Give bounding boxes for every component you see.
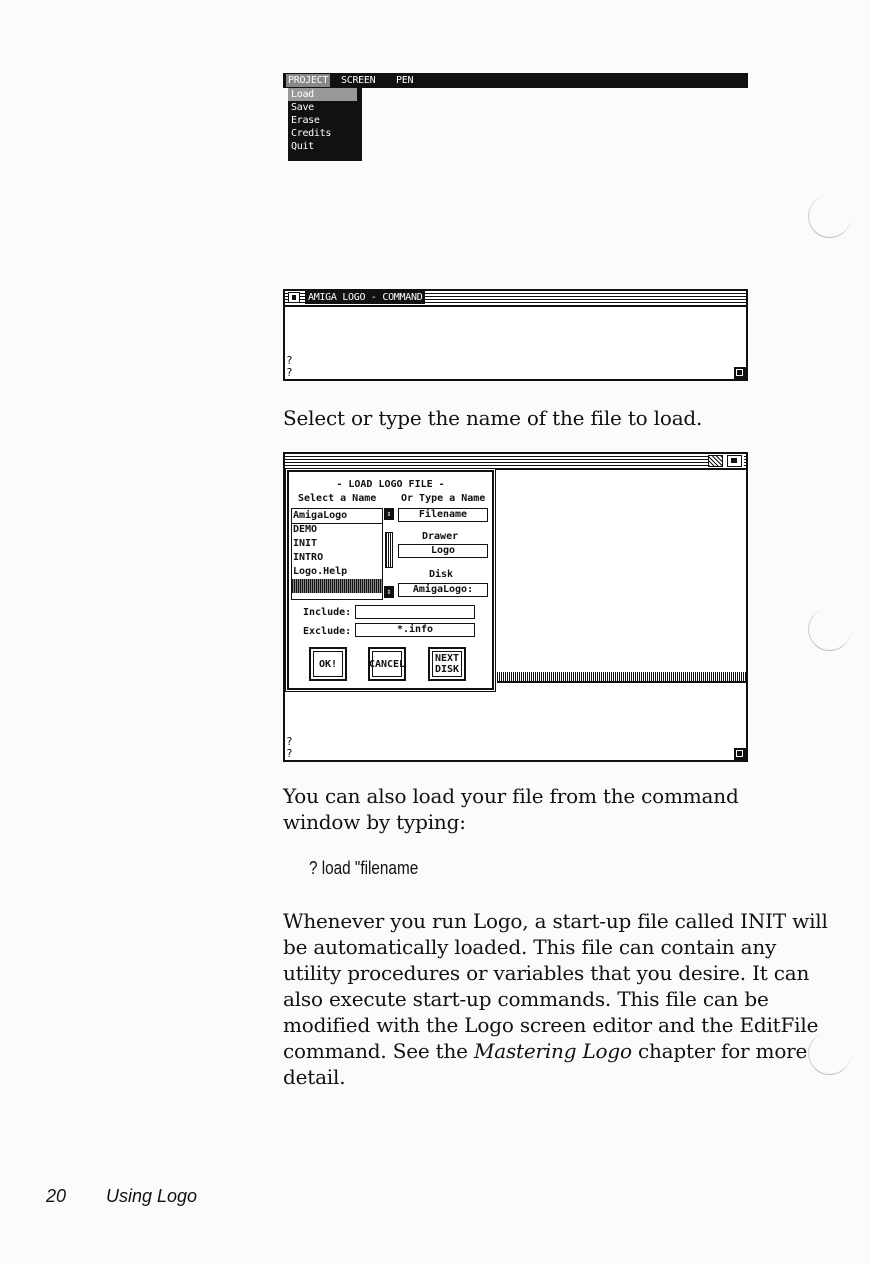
- menu-item-credits[interactable]: Credits: [291, 128, 332, 139]
- punch-hole: [808, 195, 851, 238]
- file-item[interactable]: INIT: [293, 538, 318, 549]
- file-list: [291, 508, 383, 600]
- prompt: ?: [286, 354, 293, 367]
- scroll-up-icon[interactable]: ⇕: [384, 508, 394, 520]
- front-depth-icon[interactable]: [727, 455, 742, 467]
- window-titlebar[interactable]: [285, 454, 746, 470]
- caption: Select or type the name of the file to load.: [283, 406, 703, 430]
- command-window: [283, 289, 748, 381]
- file-list-scrollbar[interactable]: [384, 508, 394, 598]
- scroll-thumb[interactable]: [385, 532, 393, 568]
- next-disk-button[interactable]: NEXT DISK: [428, 647, 466, 681]
- menu-bar: [283, 73, 748, 88]
- disk-label: Disk: [429, 569, 454, 580]
- file-item[interactable]: INTRO: [293, 552, 324, 563]
- punch-hole: [808, 1032, 851, 1075]
- file-item[interactable]: DEMO: [293, 524, 318, 535]
- punch-hole: [808, 608, 851, 651]
- menu-screen[interactable]: SCREEN: [341, 75, 376, 86]
- ok-button[interactable]: OK!: [309, 647, 347, 681]
- select-name-label: Select a Name: [298, 493, 377, 504]
- menu-item-load[interactable]: Load: [288, 88, 357, 101]
- file-item[interactable]: Logo.Help: [293, 566, 348, 577]
- menu-item-erase[interactable]: Erase: [291, 115, 320, 126]
- prompt: ?: [286, 735, 293, 748]
- body-paragraph: [283, 908, 828, 1090]
- project-dropdown-menu: [288, 88, 362, 161]
- paragraph-text: chapter for more detail.: [283, 1039, 808, 1089]
- exclude-label: Exclude:: [303, 626, 352, 637]
- menu-item-save[interactable]: Save: [291, 102, 314, 113]
- include-field[interactable]: [355, 605, 475, 619]
- depth-gadgets: [708, 455, 744, 467]
- resize-icon[interactable]: [734, 748, 746, 760]
- dialog-title: - LOAD LOGO FILE -: [336, 479, 445, 490]
- prompt: ?: [286, 366, 293, 379]
- drawer-label: Drawer: [422, 531, 459, 542]
- file-item-highlighted[interactable]: [292, 579, 382, 593]
- close-icon[interactable]: [288, 292, 300, 303]
- window-titlebar[interactable]: [285, 291, 746, 307]
- menu-project[interactable]: PROJECT: [288, 75, 329, 86]
- page-number: 20: [46, 1186, 67, 1206]
- running-head: Using Logo: [106, 1186, 198, 1206]
- disk-field[interactable]: AmigaLogo:: [398, 583, 488, 597]
- drawer-field[interactable]: Logo: [398, 544, 488, 558]
- caption: You can also load your file from the command window by typing:: [283, 784, 739, 834]
- chapter-reference: Mastering Logo: [473, 1039, 632, 1063]
- menu-pen[interactable]: PEN: [396, 75, 414, 86]
- type-name-label: Or Type a Name: [401, 493, 486, 504]
- cancel-button[interactable]: CANCEL: [368, 647, 406, 681]
- code-example: ? load "filename: [309, 858, 419, 878]
- include-label: Include:: [303, 607, 352, 618]
- filename-field[interactable]: Filename: [398, 508, 488, 522]
- window-titlebar-pattern: [497, 672, 746, 683]
- paragraph-text: Whenever you run Logo, a start-up file called INIT will be automatically loaded. This file can contain any utility procedures or variables that you desire. It can also execute start-up commands. This file can be modified with the Logo screen editor and the EditFile command. See the: [283, 909, 828, 1063]
- menu-item-quit[interactable]: Quit: [291, 141, 314, 152]
- prompt: ?: [286, 747, 293, 760]
- window-title: AMIGA LOGO - COMMAND: [305, 291, 425, 304]
- resize-icon[interactable]: [734, 367, 746, 379]
- scroll-down-icon[interactable]: ⇕: [384, 586, 394, 598]
- file-item[interactable]: AmigaLogo: [292, 509, 382, 523]
- back-depth-icon[interactable]: [708, 455, 723, 467]
- exclude-field[interactable]: *.info: [355, 623, 475, 637]
- load-file-dialog: [287, 470, 494, 690]
- scroll-track[interactable]: [384, 522, 394, 584]
